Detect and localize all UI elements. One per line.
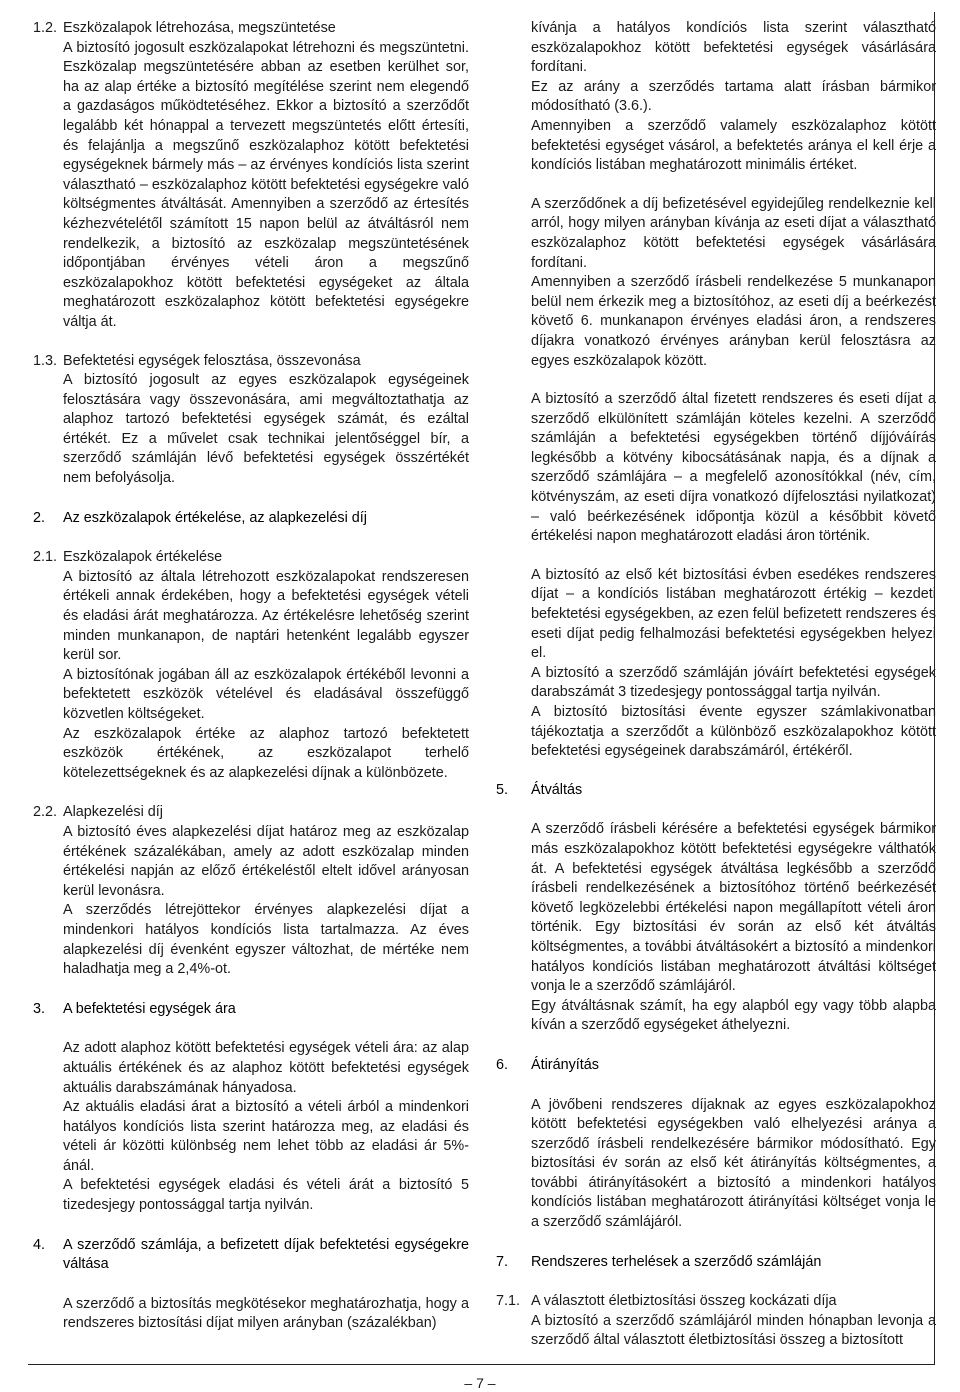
section-title: Átváltás bbox=[531, 781, 583, 798]
section-number: 2. bbox=[33, 509, 46, 526]
section-number: 5. bbox=[496, 781, 509, 798]
paragraph: A befektetési egységek eladási és vételi árát a biztosító 5 tizedesjegy pontossággal tartja nyilván. bbox=[63, 1177, 469, 1214]
section-6-body bbox=[496, 1096, 936, 1233]
section-2-2 bbox=[33, 803, 469, 979]
section-4-continued bbox=[496, 19, 936, 762]
paragraph: A biztosító az általa létrehozott eszközalapokat rendszeresen értékeli annak érdekében, hogy a befektetési egységek vételi és eladási árát meghatározza. Az értékelésre lehetőség szerint minden munkanapon, de naptári hetenként legalább egyszer kerül sor. bbox=[63, 568, 469, 664]
paragraph: Amennyiben a szerződő valamely eszközalaphoz kötött befektetési egységet vásárol, a befektetés aránya el kell érje a kondíciós listában meghatározott minimális értéket. bbox=[531, 117, 936, 174]
section-7 bbox=[496, 1253, 936, 1273]
paragraph: kívánja a hatályos kondíciós lista szerint választható eszközalapokhoz kötött befektetési egységek vásárlására fordítani. bbox=[531, 20, 936, 76]
paragraph: Az aktuális eladási árat a biztosító a vételi árból a mindenkori hatályos kondíciós lista szerint határozza meg, az eladási és vételi ár közötti különbség nem lehet több az eladási ár 5%-ánál. bbox=[63, 1099, 469, 1174]
paragraph: Amennyiben a szerződő írásbeli rendelkezése 5 munkanapon belül nem érkezik meg a biztosítóhoz, az eseti díj a beérkezést követő 6. munkanapon érvényes eladási áron, a rendszeres díjakra vonatkozó érvényes arányban kerül felosztásra az egyes eszközalapok között. bbox=[531, 274, 936, 369]
section-title: A szerződő számlája, a befizetett díjak befektetési egységekre váltása bbox=[63, 1236, 469, 1273]
section-title: Rendszeres terhelések a szerződő számláján bbox=[531, 1253, 822, 1270]
section-number: 1.3. bbox=[33, 352, 58, 369]
section-title: Alapkezelési díj bbox=[63, 804, 163, 821]
section-4-body bbox=[33, 1295, 469, 1334]
section-title: A választott életbiztosítási összeg kockázati díja bbox=[531, 1293, 837, 1310]
section-number: 4. bbox=[33, 1236, 46, 1253]
section-number: 2.1. bbox=[33, 549, 58, 566]
paragraph: A biztosító a szerződő által fizetett rendszeres és eseti díjat a szerződő elkülönített számláján köteles kezelni. A szerződő számláján a befektetési egységekben történő díjjóváírás legkésőbb a kötvény kibocsátásának napja, és a díjnak a szerződő számlájára – a megfelelő azonosítókkal (név, cím, kötvényszám, az eseti díjra vonatkozó díjfelosztási nyilatkozat) – való beérkezésének időpontja közül a későbbit követő értékelési napon meghatározott eladási áron történik. bbox=[531, 391, 936, 545]
paragraph: Az eszközalapok értéke az alaphoz tartozó befektetett eszközök értékének, az eszközalapot terhelő kötelezettségeknek és az alapkezelési díjnak a különbözete. bbox=[63, 725, 469, 781]
section-title: Átirányítás bbox=[531, 1056, 599, 1073]
paragraph: A biztosító a szerződő számláján jóváírt befektetési egységek darabszámát 3 tizedesjegy pontossággal tartja nyilván. bbox=[531, 664, 936, 701]
section-title: Befektetési egységek felosztása, összevonása bbox=[63, 352, 361, 369]
paragraph: Az adott alaphoz kötött befektetési egységek vételi ára: az alap aktuális értékének és az alaphoz kötött befektetési egységek aktuális darabszámának hányadosa. bbox=[63, 1040, 469, 1096]
paragraph: Egy átváltásnak számít, ha egy alapból egy vagy több alapba kíván a szerződő egységeket áthelyezni. bbox=[531, 997, 936, 1034]
section-number: 7.1. bbox=[496, 1293, 521, 1310]
section-3-body bbox=[33, 1039, 469, 1215]
section-4 bbox=[33, 1236, 469, 1275]
paragraph: A jövőbeni rendszeres díjaknak az egyes eszközalapokhoz kötött befektetési egységekben való elhelyezési aránya a szerződő írásbeli rendelkezésére bármikor módosítható. Egy biztosítási év során az első két átirányítás költségmentes, a további átirányításokért a biztosító a mindenkori hatályos kondíciós listában meghatározott átirányítási költséget vonja le a szerződő számlájáról. bbox=[531, 1096, 936, 1231]
section-number: 1.2. bbox=[33, 20, 58, 36]
section-title: A befektetési egységek ára bbox=[63, 1000, 236, 1017]
paragraph: A szerződő írásbeli kérésére a befektetési egységek bármikor más eszközalapokhoz kötött befektetési egységekre válthatók át. A befektetési egységek átváltása legkésőbb a szerződő írásbeli rendelkezésének a biztosítóhoz történő beérkezését követő legközelebbi értékelési napon megállapított vételi áron történik. Egy biztosítási év során az első két átváltás költségmentes, a további átváltásokért a biztosító a mindenkori hatályos kondíciós listában meghatározott átváltási költséget vonja le a szerződő számlájáról. bbox=[531, 821, 936, 995]
section-2 bbox=[33, 509, 469, 529]
section-1-3 bbox=[33, 352, 469, 489]
section-7-1 bbox=[496, 1292, 936, 1351]
paragraph: A szerződő a biztosítás megkötésekor meghatározhatja, hogy a rendszeres biztosítási díjat milyen arányban (százalékban) bbox=[63, 1295, 469, 1332]
section-number: 7. bbox=[496, 1253, 509, 1270]
left-column bbox=[33, 19, 469, 1334]
paragraph: A biztosító éves alapkezelési díjat határoz meg az eszközalap értékének százalékában, amely az adott eszközalap minden értékelési napján az előző értékeléstől eltelt idővel arányosan kerül levonásra. bbox=[63, 823, 469, 899]
section-2-1 bbox=[33, 548, 469, 783]
paragraph: A biztosító a szerződő számlájáról minden hónapban levonja a szerződő által választott életbiztosítási összeg a biztosított bbox=[531, 1312, 936, 1349]
section-1-2 bbox=[33, 19, 469, 333]
paragraph: Ez az arány a szerződés tartama alatt írásban bármikor módosítható (3.6.). bbox=[531, 78, 936, 115]
section-5 bbox=[496, 781, 936, 801]
paragraph: A biztosító jogosult eszközalapokat létrehozni és megszüntetni. Eszközalap megszüntetésére abban az esetben kerülhet sor, ha az alap értéke a biztosító megítélése szerint nem elegendő a gazdaságos működtetéséhez. Ekkor a biztosító a szerződőt legalább két hónappal a tervezett megszüntetés előtt értesíti, és felajánlja a megszűnő eszközalaphoz kötött befektetési egységeknek bármely más – az érvényes kondíciós lista szerint választható – eszközalaphoz kötött befektetési egységekre való költségmentes átváltását. Amennyiben a szerződő az értesítés kézhezvételétől számított 15 napon belül az átváltásról nem rendelkezik, a biztosító az eszközalap megszüntetésének időpontjában érvényes vételi áron a megszűnő eszközalapokhoz kötött befektetési egységeket az általa meghatározott eszközalaphoz kötött befektetési egységekre váltja át. bbox=[63, 39, 469, 330]
section-5-body bbox=[496, 820, 936, 1036]
section-number: 3. bbox=[33, 1000, 46, 1017]
right-column bbox=[496, 19, 936, 1351]
section-title: Eszközalapok létrehozása, megszüntetése bbox=[63, 20, 336, 36]
paragraph: A szerződőnek a díj befizetésével egyidejűleg rendelkeznie kell arról, hogy milyen arányban kívánja az eseti díjat a választható eszközalaphoz kötött befektetési egységek vásárlására fordítani. bbox=[531, 195, 936, 271]
page-number: – 7 – bbox=[464, 1375, 496, 1391]
section-title: Az eszközalapok értékelése, az alapkezelési díj bbox=[63, 509, 367, 526]
section-3 bbox=[33, 1000, 469, 1020]
section-number: 6. bbox=[496, 1056, 509, 1073]
paragraph: A biztosító biztosítási évente egyszer számlakivonatban tájékoztatja a szerződőt a különböző eszközalapokhoz kötött befektetési egységeinek darabszámáról, értékéről. bbox=[531, 704, 936, 760]
section-6 bbox=[496, 1056, 936, 1076]
paragraph: A biztosító az első két biztosítási évben esedékes rendszeres díjat – a kondíciós listában meghatározott értékig – kezdeti befektetési egységekben, az ezen felül befizetett rendszeres és eseti díjat pedig felhalmozási befektetési egységekben helyezi el. bbox=[531, 566, 936, 662]
section-title: Eszközalapok értékelése bbox=[63, 549, 223, 566]
paragraph: A biztosítónak jogában áll az eszközalapok értékéből levonni a befektetett eszközök vételével és eladásával összefüggő közvetlen költségeket. bbox=[63, 666, 469, 722]
paragraph: A biztosító jogosult az egyes eszközalapok egységeinek felosztására vagy összevonására, ami megváltoztathatja az alaphoz tartozó befektetési egységek számát, és ezáltal értékét. Ez a művelet csak technikai jelentőséggel bír, a szerződő számláján lévő befektetési egységek összértékét nem befolyásolja. bbox=[63, 372, 469, 487]
paragraph: A szerződés létrejöttekor érvényes alapkezelési díjat a mindenkori hatályos kondíciós lista tartalmazza. Az éves alapkezelési díj évenként egyszer változhat, de mértéke nem haladhatja meg a 2,4%-ot. bbox=[63, 902, 469, 978]
section-number: 2.2. bbox=[33, 804, 58, 821]
